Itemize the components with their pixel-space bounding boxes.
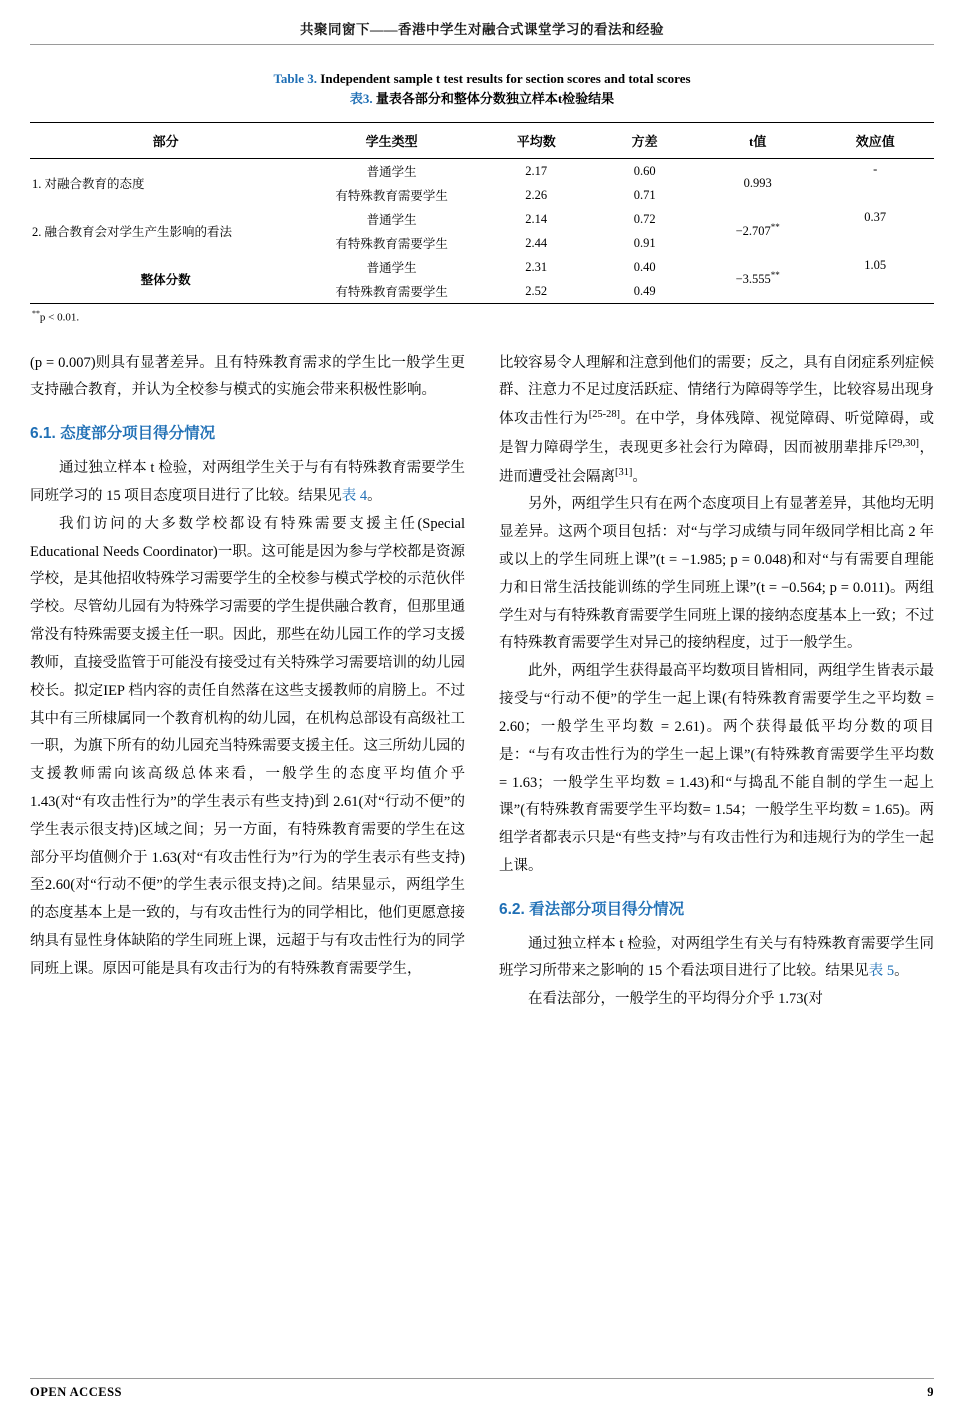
table-caption-text-en: Independent sample t test results for section scores and total scores: [320, 71, 691, 86]
paragraph-text: ，进而遭受社会隔离: [499, 439, 934, 485]
open-access-label: OPEN ACCESS: [30, 1385, 122, 1399]
table-note-text: p < 0.01.: [39, 311, 80, 324]
table-caption-label-cn: 表3.: [349, 90, 373, 106]
col-header-section: 部分: [152, 134, 179, 149]
paragraph: [499, 350, 934, 492]
effect-value-empty: [816, 279, 934, 304]
paragraph: (p = 0.007)则具有显著差异。且有特殊教育需求的学生比一般学生更支持融合教育，并认为全校参与模式的实施会带来积极性影响。: [30, 354, 465, 399]
paragraph: [499, 931, 934, 987]
t-value: 0.993: [743, 175, 772, 190]
mean-value: 2.26: [525, 187, 548, 202]
col-header-variance: 方差: [631, 134, 658, 149]
col-header-student-type: 学生类型: [365, 134, 418, 149]
student-type: 有特殊教育需要学生: [335, 285, 448, 299]
paragraph-text: 通过独立样本 t 检验，对两组学生关于与有有特殊教育需要学生同班学习的 15 项目态度项目进行了比较。结果见: [30, 460, 465, 504]
variance-value: 0.72: [633, 211, 656, 226]
paragraph: 我们访问的大多数学校都设有特殊需要支援主任(Special Educational Needs Coordinator)一职。这可能是因为参与学校都是资源学校，是其他招收特殊学习需要学生的全校参与模式学校的示范伙伴学校。尽管幼儿园有为特殊学习需要的学生提供融合教育，但那里通常没有特殊需要支援主任一职。因此，那些在幼儿园工作的学习支援教师，直接受监管于可能没有接受过有关特殊学习需要培训的幼儿园校长。拟定IEP 档内容的责任自然落在这些支援教师的肩膀上。不过其中有三所棣属同一个教育机构的幼儿园，在机构总部设有高级社工一职，为旗下所有的幼儿园充当特殊需要支援主任。这三所幼儿园的支援教师需向该高级总体来看，一般学生的态度平均值介乎 1.43(对“有攻击性行为”的学生表示有些支持)到 2.61(对“行动不便”的学生表示很支持)区域之间；另一方面，有特殊教育需要的学生在这部分平均值侧介于 1.63(对“有攻击性行为”行为的学生表示有些支持)至2.60(对“行动不便”的学生表示很支持)之间。结果显示，两组学生的态度基本上是一致的，与有攻击性行为的同学相比，他们更愿意接纳具有显性身体缺陷的学生同班上课，远超于与有攻击性行为的同学同班上课。原因可能是具有攻击行为的有特殊教育需要学生，: [30, 515, 465, 977]
student-type: 普通学生: [366, 165, 417, 179]
section-label: 1. 对融合教育的态度: [32, 177, 145, 191]
table-row: [30, 159, 934, 184]
variance-value: 0.71: [633, 187, 656, 202]
table-caption-label-en: Table 3.: [273, 71, 318, 86]
table-row: [30, 255, 934, 279]
section-heading-6-2: 6.2. 看法部分项目得分情况: [499, 900, 685, 918]
paragraph: [30, 455, 465, 511]
paragraph-text-end: 。: [367, 487, 382, 504]
citation-ref[interactable]: [29,30]: [888, 437, 920, 449]
mean-value: 2.44: [525, 235, 548, 250]
body-columns: [30, 350, 934, 1014]
effect-value: -: [873, 162, 878, 176]
student-type: 有特殊教育需要学生: [335, 189, 448, 203]
paragraph: 此外，两组学生获得最高平均数项目皆相同，两组学生皆表示最接受与“行动不便”的学生一起上课(有特殊教育需要学生之平均数 = 2.60；一般学生平均数 = 2.61)。两个获得最低平均分数的项目是：“与有攻击性行为的学生一起上课”(有特殊教育需要学生平均数 = 1.63；一般学生平均数 = 1.43)和“与捣乱不能自制的学生一起上课”(有特殊教育需要学生平均数= 1.54；一般学生平均数 = 1.65)。两组学者都表示只是“有些支持”与有攻击性行为和违规行为的学生一起上课。: [499, 663, 934, 875]
student-type: 普通学生: [366, 213, 417, 227]
table-4-link[interactable]: 表 4: [341, 487, 368, 504]
effect-value-empty: [816, 231, 934, 255]
section-label-total: 整体分数: [140, 273, 191, 287]
col-header-mean: 平均数: [516, 134, 556, 149]
left-column: [30, 350, 465, 1014]
variance-value: 0.91: [633, 235, 656, 250]
effect-value: 1.05: [864, 258, 887, 272]
page-number: 9: [927, 1385, 934, 1399]
paragraph: 另外，两组学生只有在两个态度项目上有显著差异，其他均无明显差异。这两个项目包括：对“与学习成绩与同年级同学相比高 2 年或以上的学生同班上课”(t = −1.985; p = 0.048)和对“与有需要自理能力和日常生活技能训练的学生同班上课”(t = −0.564; p = 0.011)。两组学生对与有特殊教育需要学生同班上课的接纳态度基本上一致；不过有特殊教育需要学生对异己的接纳程度，过于一般学生。: [499, 496, 934, 652]
paragraph: 在看法部分，一般学生的平均得分介乎 1.73(对: [528, 991, 823, 1008]
student-type: 有特殊教育需要学生: [335, 237, 448, 251]
mean-value: 2.17: [525, 163, 548, 178]
right-column: [499, 350, 934, 1014]
table-caption: [30, 69, 934, 108]
header-rule: [30, 44, 934, 45]
table-note-sup: **: [32, 309, 40, 318]
table-caption-text-cn: 量表各部分和整体分数独立样本t检验结果: [375, 90, 615, 106]
results-table: [30, 122, 934, 304]
col-header-effect: 效应值: [855, 134, 895, 149]
mean-value: 2.52: [525, 283, 548, 298]
mean-value: 2.14: [525, 211, 548, 226]
paragraph-text: 通过独立样本 t 检验，对两组学生有关与有特殊教育需要学生同班学习所带来之影响的 15 个看法项目进行了比较。结果见: [499, 935, 934, 980]
paragraph-text: 。在中学，身体残障、视觉障碍、听觉障碍，或是智力障碍学生，表现更多社会行为障碍，因而被朋辈排斥: [499, 411, 935, 456]
effect-value: 0.37: [864, 210, 887, 224]
variance-value: 0.40: [633, 259, 656, 274]
table-5-link[interactable]: 表 5: [868, 963, 895, 980]
running-head: 共聚同窗下——香港中学生对融合式课堂学习的看法和经验: [300, 22, 664, 37]
t-value: −2.707**: [735, 222, 780, 239]
paragraph-text: 比较容易令人理解和注意到他们的需要；反之，具有自闭症系列症候群、注意力不足过度活跃症、情绪行为障碍等学生，比较容易出现身体攻击性行为: [499, 354, 934, 428]
mean-value: 2.31: [525, 259, 548, 274]
student-type: 普通学生: [366, 261, 417, 275]
t-value: −3.555**: [735, 270, 780, 287]
section-label: 2. 融合教育会对学生产生影响的看法: [32, 225, 233, 239]
effect-value-empty: [816, 183, 934, 207]
table-note: [30, 309, 934, 324]
citation-ref[interactable]: [25-28]: [588, 409, 621, 421]
section-heading-6-1: 6.1. 态度部分项目得分情况: [30, 425, 216, 443]
variance-value: 0.60: [633, 163, 656, 178]
page-footer: [30, 1378, 934, 1400]
table-row: [30, 207, 934, 231]
citation-ref[interactable]: [31]: [615, 466, 633, 478]
paragraph-text-end: 。: [632, 468, 647, 485]
paragraph-text-end: 。: [894, 963, 909, 980]
table-header-row: [30, 123, 934, 159]
col-header-t: t值: [749, 134, 767, 149]
footer-rule: [30, 1378, 934, 1379]
variance-value: 0.49: [633, 283, 656, 298]
